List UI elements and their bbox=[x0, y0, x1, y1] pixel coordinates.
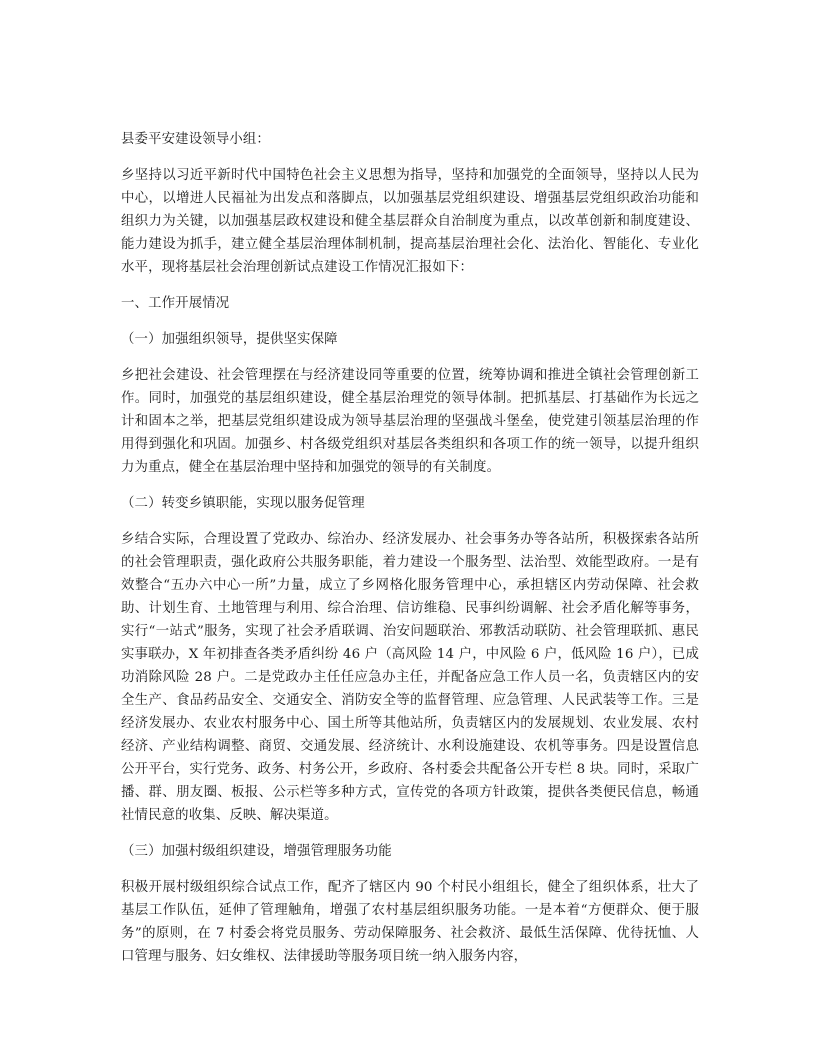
subsection-3-body: 积极开展村级组织综合试点工作，配齐了辖区内 90 个村民小组组长，健全了组织体系，壮大了基层工作队伍，延伸了管理触角，增强了农村基层组织服务功能。一是本着“方便群众、便于服务”的原则，在 7 村委会将党员服务、劳动保障服务、社会救济、最低生活保障、优待抚恤、人口管理与服务、妇女维权、法律援助等服务项目统一纳入服务内容， bbox=[121, 880, 699, 964]
section-1-title: 一、工作开展情况 bbox=[121, 296, 230, 311]
subsection-3-title: （三）加强村级组织建设，增强管理服务功能 bbox=[121, 844, 392, 859]
subsection-2-title: （二）转变乡镇职能，实现以服务促管理 bbox=[121, 496, 365, 511]
subsection-1-title: （一）加强组织领导，提供坚实保障 bbox=[121, 332, 338, 347]
subsection-2-body: 乡结合实际，合理设置了党政办、综治办、经济发展办、社会事务办等各站所，积极探索各站所的社会管理职责，强化政府公共服务职能，着力建设一个服务型、法治型、效能型政府。一是有效整合“五办六中心一所”力量，成立了乡网格化服务管理中心，承担辖区内劳动保障、社会救助、计划生育、土地管理与利用、综合治理、信访维稳、民事纠纷调解、社会矛盾化解等事务，实行“一站式”服务，实现了社会矛盾联调、治安问题联治、邪教活动联防、社会管理联抓、惠民实事联办，X 年初排查各类矛盾纠纷 46 户（高风险 14 户，中风险 6 户，低风险 16 户），已成功消除风险 28 户。二是党政办主任任应急办主任，并配备应急工作人员一名，负责辖区内的安全生产、食品药品安全、交通安全、消防安全等的监督管理、应急管理、人民武装等工作。三是经济发展办、农业农村服务中心、国土所等其他站所，负责辖区内的发展规划、农业发展、农村经济、产业结构调整、商贸、交通发展、经济统计、水利设施建设、农机等事务。四是设置信息公开平台，实行党务、政务、村务公开，乡政府、各村委会共配备公开专栏 8 块。同时，采取广播、群、朋友圈、板报、公示栏等多种方式，宣传党的各项方针政策，提供各类便民信息，畅通社情民意的收集、反映、解决渠道。 bbox=[121, 532, 699, 823]
document-page bbox=[121, 128, 699, 981]
salutation: 县委平安建设领导小组： bbox=[121, 132, 270, 147]
intro-paragraph: 乡坚持以习近平新时代中国特色社会主义思想为指导，坚持和加强党的全面领导，坚持以人民为中心，以增进人民福祉为出发点和落脚点，以加强基层党组织建设、增强基层党组织政治功能和组织力为关键，以加强基层政权建设和健全基层群众自治制度为重点，以改革创新和制度建设、能力建设为抓手，建立健全基层治理体制机制，提高基层治理社会化、法治化、智能化、专业化水平，现将基层社会治理创新试点建设工作情况汇报如下： bbox=[121, 168, 699, 275]
subsection-1-body: 乡把社会建设、社会管理摆在与经济建设同等重要的位置，统筹协调和推进全镇社会管理创新工作。同时，加强党的基层组织建设，健全基层治理党的领导体制。把抓基层、打基础作为长远之计和固本之举，把基层党组织建设成为领导基层治理的坚强战斗堡垒，使党建引领基层治理的作用得到强化和巩固。加强乡、村各级党组织对基层各类组织和各项工作的统一领导，以提升组织力为重点，健全在基层治理中坚持和加强党的领导的有关制度。 bbox=[121, 368, 699, 475]
